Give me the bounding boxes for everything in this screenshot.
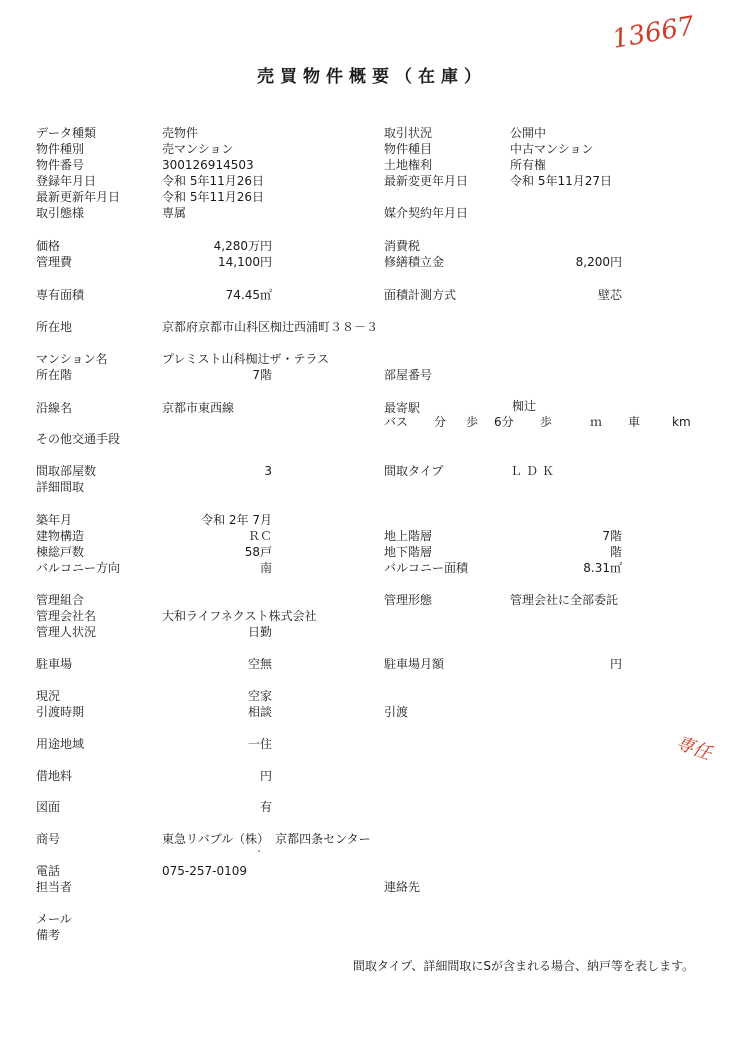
label-location: 所在地 [36, 320, 73, 334]
label-structure: 建物構造 [36, 529, 85, 543]
label-area-method: 面積計測方式 [384, 288, 457, 302]
label-units: 棟総戸数 [36, 545, 85, 559]
footnote: 間取タイプ、詳細間取にSが含まれる場合、納戸等を表します。 [352, 959, 694, 973]
value-location: 京都府京都市山科区椥辻西浦町３８－３ [162, 320, 379, 334]
value-property-cat: 中古マンション [510, 142, 594, 156]
value-nearest-station: 椥辻 [512, 399, 537, 413]
access-walk2: 歩 [540, 415, 553, 429]
label-parking: 駐車場 [36, 657, 73, 671]
value-deal-status: 公開中 [510, 126, 547, 140]
value-property-kind: 売マンション [162, 142, 234, 156]
label-remarks: 備考 [36, 928, 61, 942]
label-floors-above: 地上階層 [384, 529, 433, 543]
label-drawing: 図面 [36, 800, 61, 814]
value-area: 74.45㎡ [225, 288, 272, 302]
value-line-name: 京都市東西線 [162, 401, 235, 415]
value-units: 58戸 [244, 545, 272, 559]
label-zoning: 用途地域 [36, 737, 85, 751]
label-property-cat: 物件種目 [384, 142, 433, 156]
value-property-no: 300126914503 [162, 158, 254, 172]
label-parking-fee: 駐車場月額 [384, 657, 445, 671]
page-title: 売買物件概要（在庫） [257, 67, 487, 87]
value-floor: 7階 [252, 368, 272, 382]
label-mansion-name: マンション名 [36, 352, 108, 366]
label-phone: 電話 [36, 864, 61, 878]
value-land-right: 所有権 [510, 158, 547, 172]
label-person: 担当者 [36, 880, 73, 894]
label-property-no: 物件番号 [36, 158, 85, 172]
label-mgmt-form: 管理形態 [384, 593, 433, 607]
label-contact: 連絡先 [384, 880, 421, 894]
label-layout-type: 間取タイプ [384, 464, 444, 478]
value-drawing: 有 [259, 800, 272, 814]
label-repair-fund: 修繕積立金 [384, 255, 445, 269]
value-balcony-dir: 南 [259, 561, 272, 575]
label-property-kind: 物件種別 [36, 142, 85, 156]
value-layout-type: ＬＤＫ [510, 464, 559, 478]
access-km: km [672, 415, 691, 429]
value-latest-change: 令和 5年11月27日 [510, 174, 612, 188]
value-manager-status: 日勤 [247, 625, 272, 639]
value-phone: 075-257-0109 [162, 864, 248, 878]
label-deal-status: 取引状況 [384, 126, 433, 140]
label-built: 築年月 [36, 513, 73, 527]
value-area-method: 壁芯 [597, 288, 622, 302]
value-trade-name: 東急リバブル（株） 京都四条センター [162, 832, 371, 846]
access-car: 車 [628, 415, 641, 429]
value-repair-fund: 8,200円 [575, 255, 622, 269]
value-deal-form: 専属 [162, 206, 187, 220]
value-handover-time: 相談 [247, 705, 272, 719]
label-floors-below: 地下階層 [384, 545, 433, 559]
label-line-name: 沿線名 [36, 401, 73, 415]
access-min: 分 [434, 415, 447, 429]
value-mansion-name: プレミスト山科椥辻ザ・テラス [162, 352, 330, 366]
label-nearest-station: 最寄駅 [384, 401, 421, 415]
value-built: 令和 2年 7月 [201, 513, 272, 527]
value-parking-fee: 円 [609, 657, 622, 671]
label-balcony-area: バルコニー面積 [384, 561, 469, 575]
label-manager-status: 管理人状況 [36, 625, 97, 639]
value-floors-below: 階 [609, 545, 622, 559]
label-broker-date: 媒介契約年月日 [384, 206, 469, 220]
label-latest-change: 最新変更年月日 [384, 174, 469, 188]
value-price: 4,280万円 [213, 239, 272, 253]
label-land-rent: 借地料 [36, 769, 73, 783]
label-other-transport: その他交通手段 [36, 432, 121, 446]
label-area: 専有面積 [36, 288, 85, 302]
value-mgmt-fee: 14,100円 [218, 255, 272, 269]
label-reg-date: 登録年月日 [36, 174, 97, 188]
access-m: ｍ [590, 415, 603, 429]
dot-mark [258, 850, 260, 852]
label-tax: 消費税 [384, 239, 421, 253]
label-balcony-dir: バルコニー方向 [36, 561, 121, 575]
label-mgmt-company: 管理会社名 [36, 609, 97, 623]
label-room-count: 間取部屋数 [36, 464, 97, 478]
label-land-right: 土地権利 [384, 158, 433, 172]
value-land-rent: 円 [259, 769, 272, 783]
value-parking: 空無 [247, 657, 272, 671]
label-price: 価格 [36, 239, 61, 253]
value-mgmt-form: 管理会社に全部委託 [510, 593, 619, 607]
access-bus: バス [384, 415, 409, 429]
handwritten-mark: 専任 [672, 732, 714, 765]
label-room-detail: 詳細間取 [36, 480, 85, 494]
value-balcony-area: 8.31㎡ [583, 561, 622, 575]
value-room-count: 3 [264, 464, 272, 478]
value-status: 空家 [247, 689, 272, 703]
access-walk: 歩 [466, 415, 479, 429]
label-data-type: データ種類 [36, 126, 97, 140]
value-floors-above: 7階 [602, 529, 622, 543]
label-upd-date: 最新更新年月日 [36, 190, 121, 204]
handwritten-id: 13667 [610, 11, 697, 55]
label-trade-name: 商号 [36, 832, 61, 846]
access-walk-min: 6分 [494, 415, 514, 429]
value-mgmt-company: 大和ライフネクスト株式会社 [162, 609, 317, 623]
label-deal-form: 取引態様 [36, 206, 85, 220]
label-mail: メール [36, 912, 72, 926]
value-zoning: 一住 [247, 737, 272, 751]
label-floor: 所在階 [36, 368, 73, 382]
value-structure: ＲＣ [247, 529, 272, 543]
value-reg-date: 令和 5年11月26日 [162, 174, 264, 188]
label-mgmt-fee: 管理費 [36, 255, 73, 269]
label-handover-time: 引渡時期 [36, 705, 85, 719]
value-upd-date: 令和 5年11月26日 [162, 190, 264, 204]
label-room-no: 部屋番号 [384, 368, 433, 382]
label-mgmt-assoc: 管理組合 [36, 593, 85, 607]
value-data-type: 売物件 [162, 126, 199, 140]
label-status: 現況 [36, 689, 61, 703]
label-handover: 引渡 [384, 705, 409, 719]
